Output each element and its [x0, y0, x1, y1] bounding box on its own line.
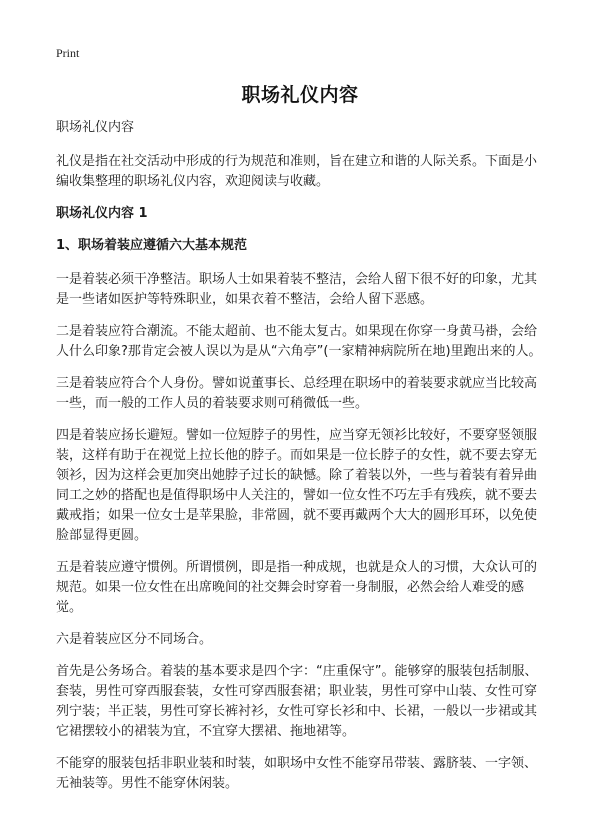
intro-paragraph: 礼仪是指在社交活动中形成的行为规范和准则，旨在建立和谐的人际关系。下面是小编收集整理的职场礼仪内容，欢迎阅读与收藏。	[56, 154, 538, 189]
paragraph-7: 首先是公务场合。着装的基本要求是四个字：“庄重保守”。能够穿的服装包括制服、套装，男性可穿西服套装，女性可穿西服套裙；职业装，男性可穿中山装、女性可穿列宁装；半正装，男性可穿长裤衬衫，女性可穿长衫和中、长裙，一般以一步裙或其它裙摆较小的裙装为宜，不宜穿大摆裙、拖地裙等。	[56, 664, 538, 739]
section-heading: 职场礼仪内容 1	[56, 206, 148, 221]
document-body	[56, 118, 548, 806]
document-title: 职场礼仪内容	[241, 84, 359, 106]
paragraph-4: 四是着装应扬长避短。譬如一位短脖子的男性，应当穿无领衫比较好，不要穿竖领服装，这样有助于在视觉上拉长他的脖子。而如果是一位长脖子的女性，就不要去穿无领衫，因为这样会更加突出她脖子过长的缺憾。除了着装以外，一些与着装有着异曲同工之妙的搭配也是值得职场中人关注的，譬如一位女性不巧左手有残疾，就不要去戴戒指；如果一位女士是苹果脸，非常圆，就不要再戴两个大大的圆形耳环，以免使脸部显得更圆。	[56, 428, 538, 543]
subsection-heading: 1、职场着装应遵循六大基本规范	[56, 238, 248, 253]
paragraph-6: 六是着装应区分不同场合。	[56, 632, 213, 647]
print-label: Print	[56, 46, 80, 60]
paragraph-5: 五是着装应遵守惯例。所谓惯例，即是指一种成规，也就是众人的习惯，大众认可的规范。如果一位女性在出席晚间的社交舞会时穿着一身制服，必然会给人难受的感觉。	[56, 560, 538, 615]
paragraph-1: 一是着装必须干净整洁。职场人士如果着装不整洁，会给人留下很不好的印象，尤其是一些诸如医护等特殊职业，如果衣着不整洁，会给人留下恶感。	[56, 272, 538, 307]
paragraph-8: 不能穿的服装包括非职业装和时装，如职场中女性不能穿吊带装、露脐装、一字领、无袖装等。男性不能穿休闲装。	[56, 756, 538, 791]
document-subtitle: 职场礼仪内容	[56, 120, 135, 135]
paragraph-3: 三是着装应符合个人身份。譬如说董事长、总经理在职场中的着装要求就应当比较高一些，而一般的工作人员的着装要求则可稍微低一些。	[56, 376, 538, 411]
paragraph-2: 二是着装应符合潮流。不能太超前、也不能太复古。如果现在你穿一身黄马褂，会给人什么印象?那肯定会被人误以为是从“六角亭”(一家精神病院所在地)里跑出来的人。	[56, 324, 542, 359]
